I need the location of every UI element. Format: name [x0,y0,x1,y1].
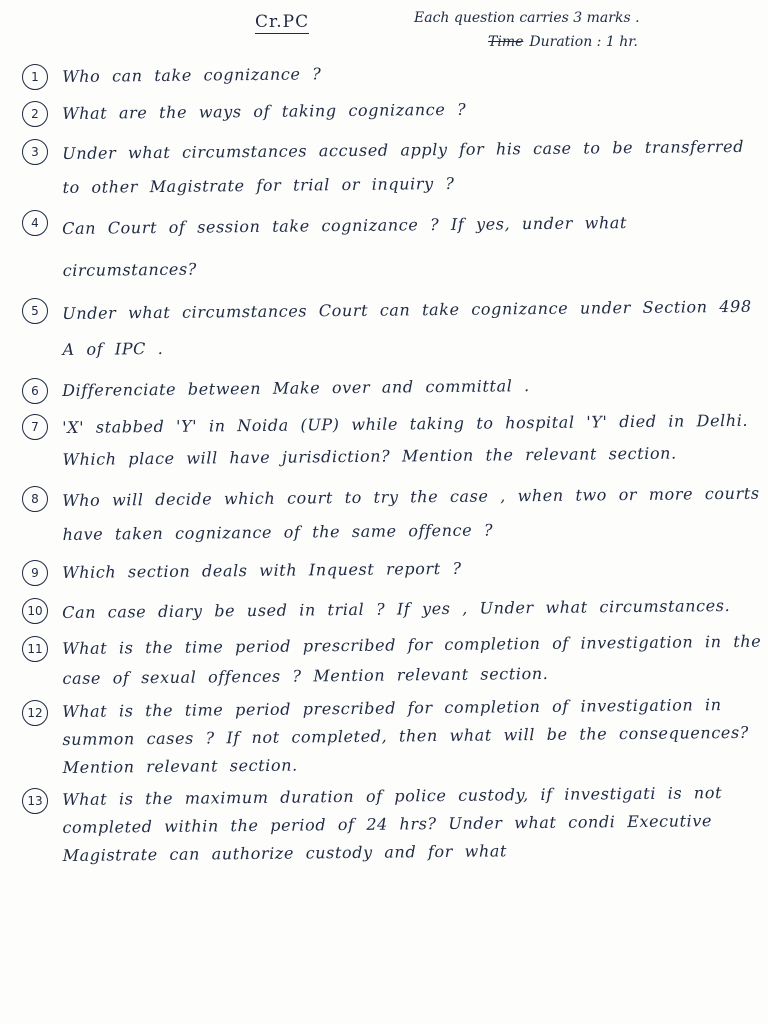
question-text: What is the maximum duration of police custody, if investigati is not completed within the period of 24 hrs? Under what condi Executive Magistrate can authorize custody and for what [62,783,723,865]
question-item [22,412,762,476]
question-text: Under what circumstances accused apply for his case to be transferred to other Magistrate for trial or inquiry ? [62,136,745,197]
question-text: What is the time period prescribed for completion of investigation in the case of sexual offences ? Mention relevant section. [62,631,762,688]
question-text: Who will decide which court to try the case , when two or more courts have taken cognizance of the same offence ? [62,483,760,544]
question-item [22,558,762,588]
question-list [22,62,762,870]
question-item [22,484,762,552]
question-item [22,631,762,694]
question-item [22,296,762,368]
question-text: Differenciate between Make over and committal . [62,376,530,400]
question-number-circle: 11 [22,636,48,662]
question-item [22,596,762,630]
question-item [22,695,762,782]
duration-text: Duration : 1 hr. [529,34,638,50]
question-item [22,62,762,92]
question-text: 'X' stabbed 'Y' in Noida (UP) while taking to hospital 'Y' died in Delhi. Which place will have jurisdiction? Mention the relevant section. [62,410,749,469]
question-text: What is the time period prescribed for completion of investigation in summon cases ? If not completed, then what will be the consequences? Mention relevant section. [62,695,749,777]
question-item [22,783,762,870]
question-text: What are the ways of taking cognizance ? [62,99,467,123]
question-number-circle: 9 [22,560,48,586]
question-number-circle: 7 [22,414,48,440]
question-text: Under what circumstances Court can take cognizance under Section 498 A of IPC . [62,296,752,359]
question-number-circle: 3 [22,139,48,165]
question-number-circle: 2 [22,101,48,127]
question-text: Can case diary be used in trial ? If yes , Under what circumstances. [62,596,731,622]
question-text: Can Court of session take cognizance ? If yes, under what circumstances? [62,213,628,280]
question-text: Which section deals with Inquest report ? [62,558,462,582]
question-number-circle: 12 [22,700,48,726]
question-item [22,376,762,406]
question-number-circle: 5 [22,298,48,324]
question-item [22,208,762,292]
struck-out-word: Time [488,34,524,50]
question-number-circle: 10 [22,598,48,624]
marks-note: Each question carries 3 marks . [414,10,640,26]
question-number-circle: 8 [22,486,48,512]
question-number-circle: 4 [22,210,48,236]
question-item [22,137,762,205]
question-number-circle: 13 [22,788,48,814]
question-text: Who can take cognizance ? [62,64,322,86]
question-item [22,99,762,129]
question-number-circle: 6 [22,378,48,404]
question-number-circle: 1 [22,64,48,90]
duration-line [488,34,638,50]
page-title: Cr.PC [255,12,310,32]
